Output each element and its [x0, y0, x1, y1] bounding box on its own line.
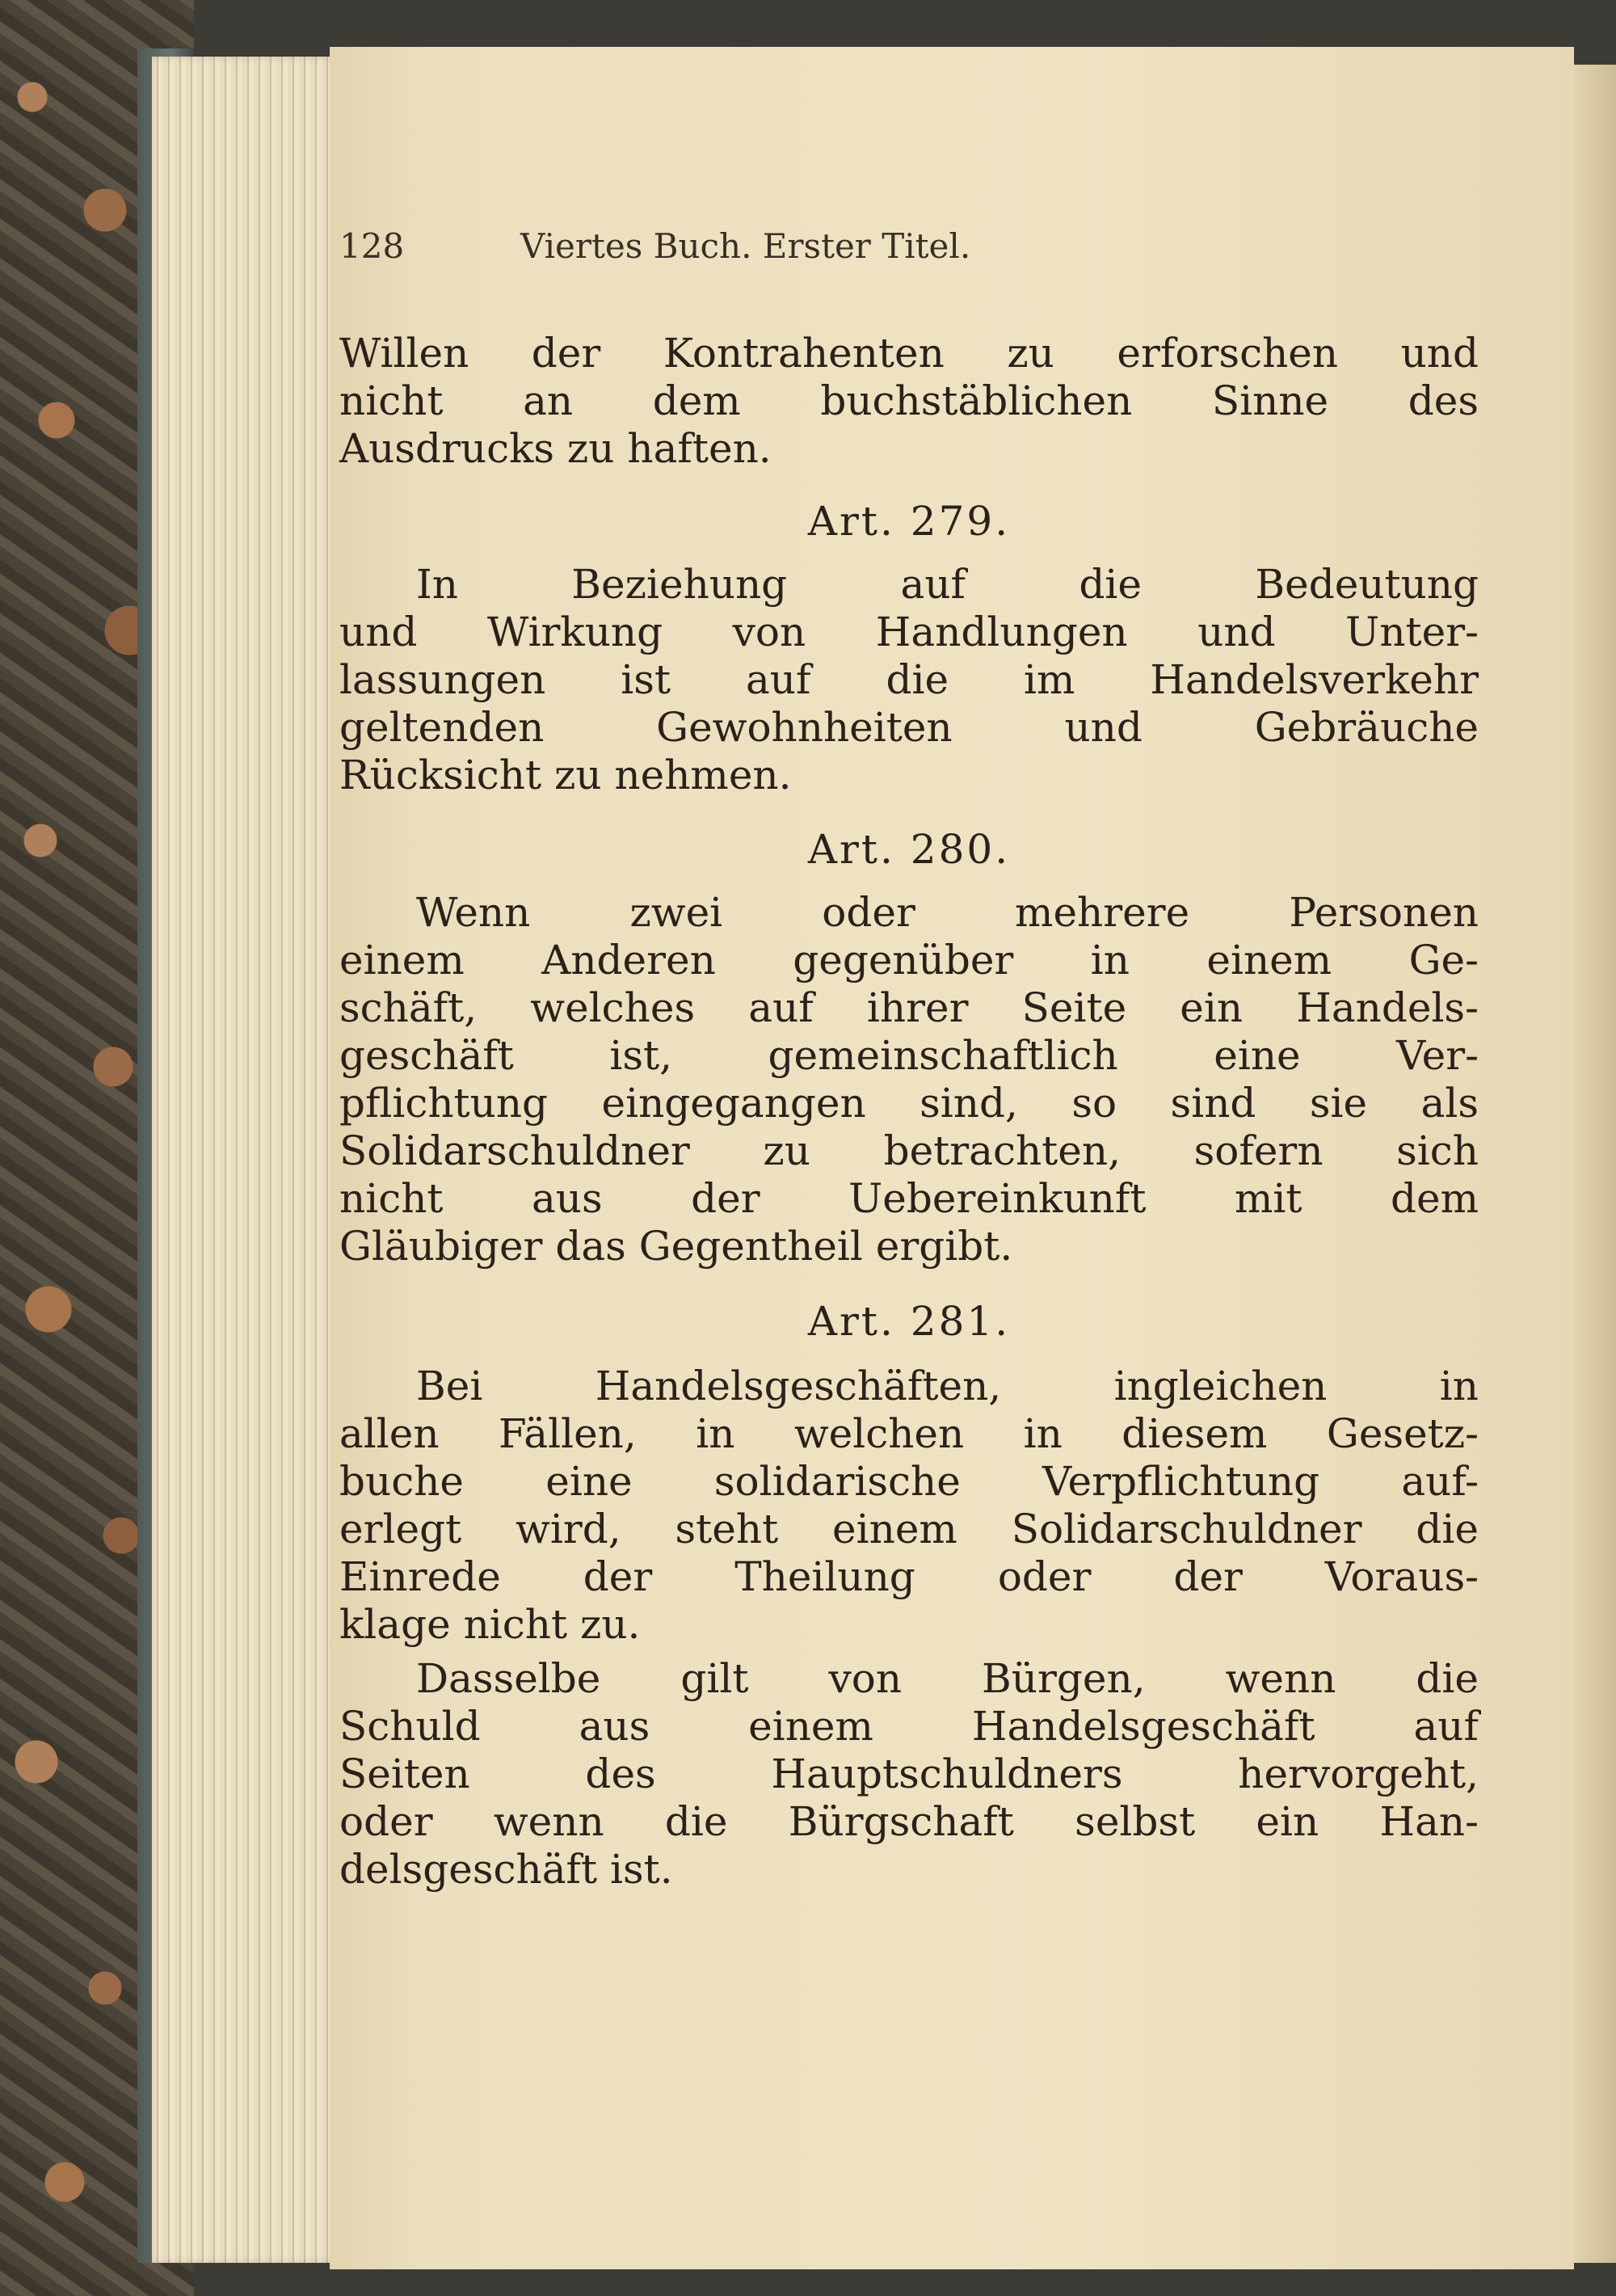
- page-edges: [152, 57, 338, 2263]
- text-line: allen Fällen, in welchen in diesem Gesetz-: [339, 1410, 1479, 1457]
- text-line: Gläubiger das Gegentheil ergibt.: [339, 1223, 1013, 1270]
- text-line: einem Anderen gegenüber in einem Ge-: [339, 937, 1479, 984]
- text-line: erlegt wird, steht einem Solidarschuldner die: [339, 1506, 1479, 1552]
- text-line: Seiten des Hauptschuldners hervorgeht,: [339, 1750, 1479, 1797]
- running-title: Viertes Buch. Erster Titel.: [520, 226, 971, 266]
- text-line: nicht aus der Uebereinkunft mit dem: [339, 1175, 1479, 1222]
- facing-page-edge: [1574, 65, 1616, 2263]
- article-heading: Art. 279.: [807, 498, 1011, 545]
- text-line: geltenden Gewohnheiten und Gebräuche: [339, 704, 1479, 751]
- text-line: pflichtung eingegangen sind, so sind sie als: [339, 1080, 1479, 1127]
- text-line: Bei Handelsgeschäften, ingleichen in: [416, 1363, 1479, 1409]
- running-header: [339, 226, 1252, 275]
- text-line: und Wirkung von Handlungen und Unter-: [339, 609, 1479, 655]
- text-line: Einrede der Theilung oder der Voraus-: [339, 1553, 1479, 1600]
- text-line: In Beziehung auf die Bedeutung: [416, 561, 1479, 608]
- text-line: schäft, welches auf ihrer Seite ein Handels-: [339, 984, 1479, 1031]
- text-line: delsgeschäft ist.: [339, 1846, 673, 1893]
- text-line: Schuld aus einem Handelsgeschäft auf: [339, 1703, 1479, 1750]
- page-number: 128: [339, 226, 405, 266]
- text-line: Dasselbe gilt von Bürgen, wenn die: [416, 1655, 1479, 1702]
- text-line: nicht an dem buchstäblichen Sinne des: [339, 377, 1479, 424]
- article-heading: Art. 281.: [807, 1298, 1011, 1345]
- text-line: buche eine solidarische Verpflichtung auf-: [339, 1458, 1479, 1505]
- text-line: Ausdrucks zu haften.: [339, 425, 772, 472]
- text-line: Solidarschuldner zu betrachten, sofern sich: [339, 1127, 1479, 1174]
- article-heading: Art. 280.: [807, 826, 1011, 873]
- text-line: geschäft ist, gemeinschaftlich eine Ver-: [339, 1032, 1479, 1079]
- text-line: Wenn zwei oder mehrere Personen: [416, 889, 1479, 936]
- text-line: Rücksicht zu nehmen.: [339, 752, 792, 798]
- text-line: lassungen ist auf die im Handelsverkehr: [339, 656, 1479, 703]
- text-line: oder wenn die Bürgschaft selbst ein Han-: [339, 1798, 1479, 1845]
- text-line: Willen der Kontrahenten zu erforschen und: [339, 330, 1479, 377]
- text-line: klage nicht zu.: [339, 1601, 641, 1648]
